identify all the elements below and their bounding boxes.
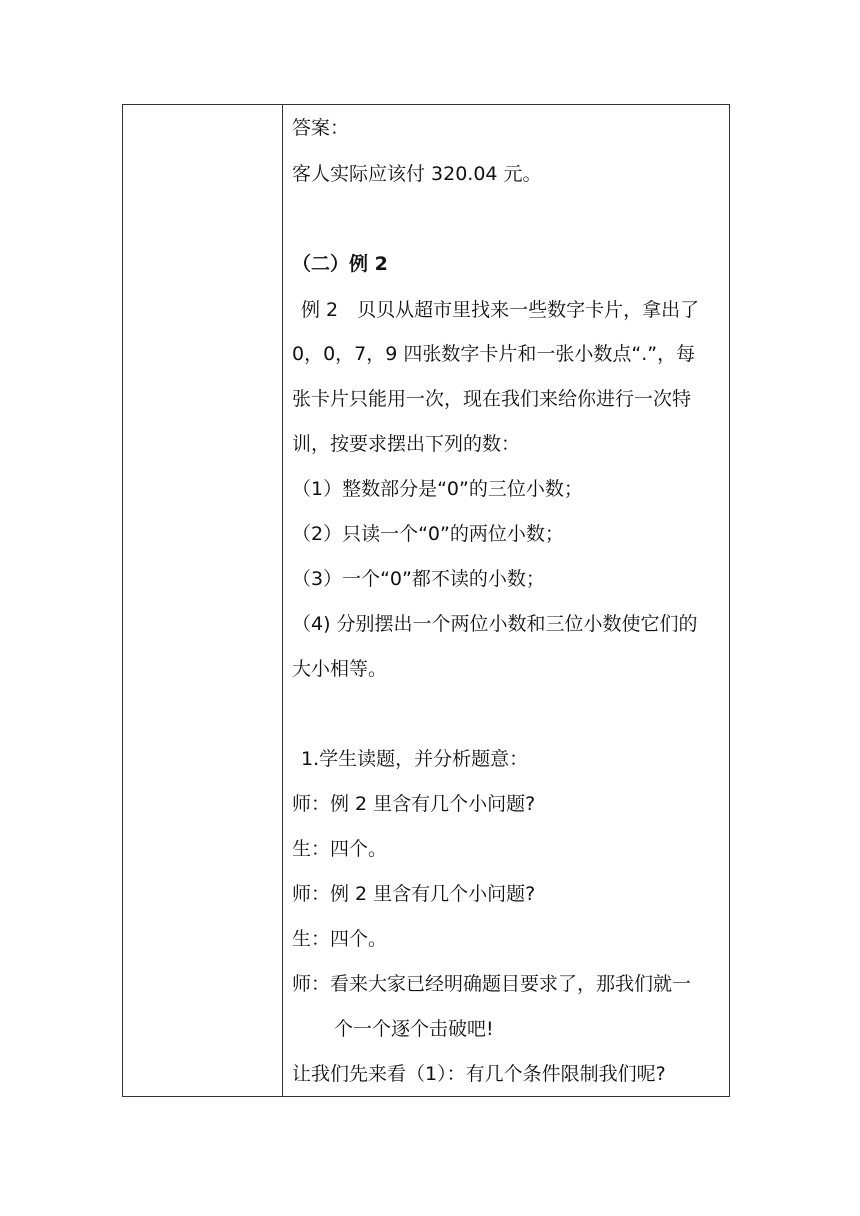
dialogue-teacher-1: 师：例 2 里含有几个小问题? — [292, 793, 536, 815]
example-2-text-line-4: 训，按要求摆出下列的数： — [292, 433, 521, 455]
table-right-column — [284, 105, 729, 1096]
example-2-text-line-2: 0，0，7，9 四张数字卡片和一张小数点“.”，每 — [292, 343, 696, 365]
question-3: （3）一个“0”都不读的小数； — [292, 568, 545, 590]
question-1: （1）整数部分是“0”的三位小数； — [292, 478, 583, 500]
table-left-column — [123, 105, 283, 1096]
question-2: （2）只读一个“0”的两位小数； — [292, 523, 564, 545]
dialogue-teacher-3: 师：看来大家已经明确题目要求了，那我们就一 — [292, 973, 692, 995]
example-2-text-line-3: 张卡片只能用一次，现在我们来给你进行一次特 — [292, 388, 692, 410]
dialogue-prompt-question-1: 让我们先来看（1）：有几个条件限制我们呢? — [292, 1063, 666, 1085]
dialogue-student-1: 生：四个。 — [292, 838, 388, 860]
question-4-line-2: 大小相等。 — [292, 658, 388, 680]
example-2-text-line-1: 例 2 贝贝从超市里找来一些数字卡片，拿出了 — [301, 299, 700, 321]
answer-label: 答案： — [292, 117, 350, 139]
dialogue-student-2: 生：四个。 — [292, 928, 388, 950]
lesson-table — [122, 104, 730, 1097]
step-1-heading: 1.学生读题，并分析题意： — [301, 748, 529, 770]
question-4-line-1: （4) 分别摆出一个两位小数和三位小数使它们的 — [292, 613, 698, 635]
dialogue-teacher-2: 师：例 2 里含有几个小问题? — [292, 883, 536, 905]
dialogue-teacher-3-continued: 个一个逐个击破吧! — [334, 1018, 494, 1040]
section-heading-example-2: （二）例 2 — [292, 253, 388, 275]
answer-text: 客人实际应该付 320.04 元。 — [292, 163, 542, 185]
